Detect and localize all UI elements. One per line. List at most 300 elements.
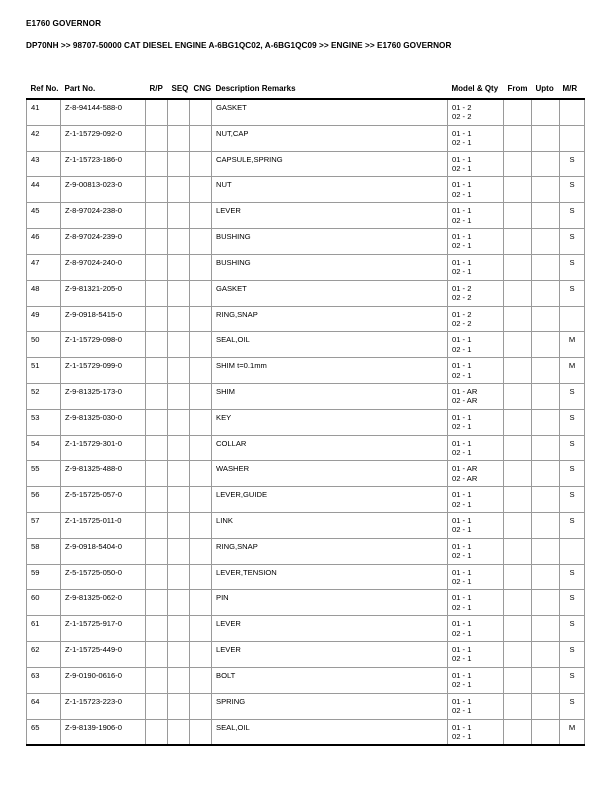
cell-upto [532, 177, 560, 203]
cell-cng [190, 332, 212, 358]
table-row[interactable] [27, 461, 585, 487]
cell-from [504, 435, 532, 461]
cell-upto [532, 435, 560, 461]
cell-upto [532, 487, 560, 513]
cell-desc: LEVER,GUIDE [212, 487, 448, 513]
cell-seq [168, 590, 190, 616]
cell-part: Z-8-94144-588-0 [61, 99, 146, 125]
cell-model-qty [448, 306, 504, 332]
cell-desc: GASKET [212, 280, 448, 306]
cell-upto [532, 642, 560, 668]
cell-upto [532, 461, 560, 487]
model-qty-line: 02 - 2 [452, 318, 472, 328]
model-qty-line: 02 - 2 [452, 112, 472, 122]
cell-desc: LEVER,TENSION [212, 564, 448, 590]
table-row[interactable] [27, 513, 585, 539]
model-qty-line: 01 - 1 [452, 670, 472, 680]
cell-ref: 54 [27, 435, 61, 461]
cell-upto [532, 590, 560, 616]
model-qty-line: 01 - 1 [452, 335, 472, 345]
cell-cng [190, 719, 212, 745]
cell-part: Z-1-15725-917-0 [61, 616, 146, 642]
cell-model-qty [448, 616, 504, 642]
cell-mr [560, 538, 585, 564]
cell-ref: 61 [27, 616, 61, 642]
cell-part: Z-9-81325-488-0 [61, 461, 146, 487]
cell-mr: S [560, 487, 585, 513]
cell-seq [168, 667, 190, 693]
cell-model-qty [448, 254, 504, 280]
table-row[interactable] [27, 564, 585, 590]
cell-cng [190, 667, 212, 693]
cell-desc: LINK [212, 513, 448, 539]
cell-mr: S [560, 461, 585, 487]
cell-rp [146, 203, 168, 229]
model-qty-line: 02 - 1 [452, 731, 472, 741]
cell-seq [168, 564, 190, 590]
cell-desc: NUT,CAP [212, 125, 448, 151]
cell-rp [146, 229, 168, 255]
cell-ref: 60 [27, 590, 61, 616]
cell-from [504, 383, 532, 409]
cell-cng [190, 203, 212, 229]
cell-desc: PIN [212, 590, 448, 616]
cell-model-qty [448, 99, 504, 125]
model-qty-line: 01 - 1 [452, 567, 472, 577]
cell-from [504, 487, 532, 513]
breadcrumb: DP70NH >> 98707-50000 CAT DIESEL ENGINE A-6BG1QC02, A-6BG1QC09 >> ENGINE >> E1760 GOVERNOR [26, 41, 452, 50]
cell-cng [190, 383, 212, 409]
cell-desc: LEVER [212, 203, 448, 229]
cell-model-qty [448, 177, 504, 203]
cell-desc: LEVER [212, 642, 448, 668]
model-qty-line: 01 - 1 [452, 257, 472, 267]
cell-cng [190, 693, 212, 719]
cell-seq [168, 306, 190, 332]
cell-mr: S [560, 435, 585, 461]
cell-seq [168, 719, 190, 745]
cell-mr: S [560, 590, 585, 616]
cell-rp [146, 538, 168, 564]
cell-upto [532, 538, 560, 564]
cell-part: Z-1-15729-098-0 [61, 332, 146, 358]
model-qty-line: 02 - 1 [452, 344, 472, 354]
cell-desc: KEY [212, 409, 448, 435]
cell-model-qty [448, 642, 504, 668]
cell-seq [168, 461, 190, 487]
cell-part: Z-8-97024-240-0 [61, 254, 146, 280]
cell-upto [532, 667, 560, 693]
cell-cng [190, 125, 212, 151]
cell-model-qty [448, 719, 504, 745]
cell-from [504, 125, 532, 151]
model-qty-line: 02 - 1 [452, 138, 472, 148]
cell-rp [146, 461, 168, 487]
cell-desc: RING,SNAP [212, 306, 448, 332]
table-row[interactable] [27, 693, 585, 719]
model-qty-line: 02 - 1 [452, 370, 472, 380]
cell-model-qty [448, 513, 504, 539]
cell-model-qty [448, 203, 504, 229]
cell-from [504, 564, 532, 590]
cell-part: Z-9-81321-205-0 [61, 280, 146, 306]
cell-mr: S [560, 642, 585, 668]
cell-seq [168, 177, 190, 203]
cell-upto [532, 306, 560, 332]
table-row[interactable] [27, 719, 585, 745]
cell-rp [146, 306, 168, 332]
cell-from [504, 667, 532, 693]
cell-ref: 46 [27, 229, 61, 255]
cell-from [504, 538, 532, 564]
cell-part: Z-9-81325-062-0 [61, 590, 146, 616]
cell-rp [146, 280, 168, 306]
cell-seq [168, 358, 190, 384]
table-row[interactable] [27, 125, 585, 151]
cell-seq [168, 409, 190, 435]
cell-ref: 47 [27, 254, 61, 280]
cell-from [504, 642, 532, 668]
model-qty-line: 01 - 1 [452, 722, 472, 732]
cell-ref: 64 [27, 693, 61, 719]
cell-seq [168, 229, 190, 255]
cell-part: Z-5-15725-050-0 [61, 564, 146, 590]
cell-model-qty [448, 667, 504, 693]
model-qty-line: 01 - 1 [452, 128, 472, 138]
cell-seq [168, 203, 190, 229]
column-header-description: Description Remarks [215, 84, 296, 93]
table-row[interactable] [27, 177, 585, 203]
cell-ref: 43 [27, 151, 61, 177]
cell-mr: S [560, 203, 585, 229]
cell-cng [190, 254, 212, 280]
cell-part: Z-1-15729-092-0 [61, 125, 146, 151]
cell-part: Z-9-81325-173-0 [61, 383, 146, 409]
cell-model-qty [448, 358, 504, 384]
table-row[interactable] [27, 254, 585, 280]
cell-ref: 49 [27, 306, 61, 332]
cell-cng [190, 99, 212, 125]
cell-part: Z-1-15725-011-0 [61, 513, 146, 539]
cell-model-qty [448, 151, 504, 177]
cell-upto [532, 203, 560, 229]
cell-upto [532, 409, 560, 435]
column-header-upto: Upto [535, 84, 554, 93]
cell-model-qty [448, 125, 504, 151]
model-qty-line: 02 - 1 [452, 628, 472, 638]
cell-upto [532, 125, 560, 151]
cell-upto [532, 383, 560, 409]
cell-cng [190, 538, 212, 564]
cell-desc: SEAL,OIL [212, 332, 448, 358]
cell-mr: S [560, 616, 585, 642]
cell-rp [146, 693, 168, 719]
cell-model-qty [448, 332, 504, 358]
cell-rp [146, 125, 168, 151]
parts-table-body [27, 99, 585, 745]
column-header-seq: SEQ [171, 84, 189, 93]
cell-ref: 56 [27, 487, 61, 513]
cell-part: Z-8-97024-239-0 [61, 229, 146, 255]
cell-desc: CAPSULE,SPRING [212, 151, 448, 177]
cell-rp [146, 358, 168, 384]
cell-ref: 57 [27, 513, 61, 539]
cell-ref: 45 [27, 203, 61, 229]
model-qty-line: 01 - 1 [452, 154, 472, 164]
cell-rp [146, 564, 168, 590]
cell-mr: S [560, 513, 585, 539]
cell-mr: S [560, 280, 585, 306]
column-header-rp: R/P [149, 84, 163, 93]
cell-rp [146, 616, 168, 642]
cell-ref: 52 [27, 383, 61, 409]
cell-mr: M [560, 358, 585, 384]
cell-from [504, 590, 532, 616]
table-row[interactable] [27, 409, 585, 435]
model-qty-line: 02 - 1 [452, 241, 472, 251]
cell-mr: S [560, 177, 585, 203]
cell-rp [146, 99, 168, 125]
model-qty-line: 02 - 1 [452, 706, 472, 716]
cell-from [504, 358, 532, 384]
model-qty-line: 01 - 1 [452, 412, 472, 422]
cell-seq [168, 383, 190, 409]
parts-table-container [26, 84, 584, 746]
cell-desc: SHIM t=0.1mm [212, 358, 448, 384]
cell-cng [190, 280, 212, 306]
table-row[interactable] [27, 383, 585, 409]
cell-from [504, 616, 532, 642]
cell-mr: S [560, 409, 585, 435]
model-qty-line: 02 - 1 [452, 164, 472, 174]
model-qty-line: 02 - 2 [452, 293, 472, 303]
table-row[interactable] [27, 332, 585, 358]
cell-rp [146, 383, 168, 409]
cell-seq [168, 332, 190, 358]
cell-desc: RING,SNAP [212, 538, 448, 564]
cell-model-qty [448, 229, 504, 255]
cell-model-qty [448, 409, 504, 435]
cell-rp [146, 487, 168, 513]
cell-ref: 59 [27, 564, 61, 590]
cell-desc: SHIM [212, 383, 448, 409]
model-qty-line: 02 - AR [452, 473, 478, 483]
column-header-mr: M/R [562, 84, 578, 93]
cell-part: Z-8-97024-238-0 [61, 203, 146, 229]
model-qty-line: 01 - 1 [452, 696, 472, 706]
model-qty-line: 02 - 1 [452, 654, 472, 664]
model-qty-line: 01 - 1 [452, 645, 472, 655]
table-row[interactable] [27, 99, 585, 125]
cell-part: Z-1-15723-223-0 [61, 693, 146, 719]
cell-desc: SEAL,OIL [212, 719, 448, 745]
cell-cng [190, 642, 212, 668]
cell-cng [190, 435, 212, 461]
model-qty-line: 02 - 1 [452, 267, 472, 277]
cell-desc: BOLT [212, 667, 448, 693]
table-row[interactable] [27, 538, 585, 564]
cell-desc: GASKET [212, 99, 448, 125]
column-header-part-no: Part No. [64, 84, 96, 93]
cell-upto [532, 719, 560, 745]
cell-cng [190, 461, 212, 487]
cell-rp [146, 409, 168, 435]
cell-part: Z-9-0190-0616-0 [61, 667, 146, 693]
cell-rp [146, 642, 168, 668]
cell-mr: S [560, 667, 585, 693]
cell-from [504, 229, 532, 255]
table-row[interactable] [27, 616, 585, 642]
cell-ref: 58 [27, 538, 61, 564]
cell-upto [532, 254, 560, 280]
cell-ref: 51 [27, 358, 61, 384]
table-row[interactable] [27, 667, 585, 693]
cell-mr: S [560, 693, 585, 719]
cell-rp [146, 667, 168, 693]
cell-from [504, 306, 532, 332]
cell-rp [146, 719, 168, 745]
cell-upto [532, 151, 560, 177]
cell-from [504, 409, 532, 435]
cell-from [504, 151, 532, 177]
cell-from [504, 203, 532, 229]
cell-cng [190, 306, 212, 332]
model-qty-line: 01 - 1 [452, 619, 472, 629]
cell-upto [532, 564, 560, 590]
cell-ref: 63 [27, 667, 61, 693]
cell-seq [168, 99, 190, 125]
cell-desc: SPRING [212, 693, 448, 719]
table-row[interactable] [27, 306, 585, 332]
cell-model-qty [448, 538, 504, 564]
cell-part: Z-5-15725-057-0 [61, 487, 146, 513]
cell-cng [190, 590, 212, 616]
model-qty-line: 01 - 1 [452, 232, 472, 242]
cell-ref: 50 [27, 332, 61, 358]
cell-cng [190, 229, 212, 255]
table-row[interactable] [27, 435, 585, 461]
cell-ref: 65 [27, 719, 61, 745]
column-header-from: From [507, 84, 528, 93]
cell-cng [190, 151, 212, 177]
cell-cng [190, 409, 212, 435]
cell-model-qty [448, 383, 504, 409]
cell-seq [168, 513, 190, 539]
cell-rp [146, 435, 168, 461]
cell-cng [190, 487, 212, 513]
table-row[interactable] [27, 203, 585, 229]
model-qty-line: 01 - 1 [452, 516, 472, 525]
model-qty-line: 01 - 1 [452, 180, 472, 190]
cell-ref: 44 [27, 177, 61, 203]
cell-cng [190, 564, 212, 590]
cell-upto [532, 99, 560, 125]
cell-from [504, 461, 532, 487]
cell-model-qty [448, 435, 504, 461]
cell-from [504, 99, 532, 125]
cell-cng [190, 513, 212, 539]
cell-desc: BUSHING [212, 254, 448, 280]
cell-cng [190, 616, 212, 642]
table-row[interactable] [27, 229, 585, 255]
cell-from [504, 254, 532, 280]
cell-ref: 48 [27, 280, 61, 306]
model-qty-line: 02 - 1 [452, 189, 472, 199]
model-qty-line: 01 - 2 [452, 309, 472, 319]
cell-model-qty [448, 461, 504, 487]
cell-rp [146, 513, 168, 539]
cell-mr [560, 306, 585, 332]
model-qty-line: 02 - 1 [452, 499, 472, 509]
cell-upto [532, 693, 560, 719]
cell-part: Z-9-81325-030-0 [61, 409, 146, 435]
cell-seq [168, 538, 190, 564]
cell-desc: WASHER [212, 461, 448, 487]
model-qty-line: 02 - 1 [452, 680, 472, 690]
model-qty-line: 02 - 1 [452, 422, 472, 432]
cell-rp [146, 590, 168, 616]
cell-rp [146, 332, 168, 358]
cell-part: Z-9-00813-023-0 [61, 177, 146, 203]
cell-mr: S [560, 383, 585, 409]
page-title: E1760 GOVERNOR [26, 19, 102, 28]
cell-ref: 55 [27, 461, 61, 487]
model-qty-line: 01 - AR [452, 464, 478, 474]
cell-from [504, 513, 532, 539]
table-row[interactable] [27, 642, 585, 668]
cell-part: Z-9-0918-5415-0 [61, 306, 146, 332]
cell-desc: LEVER [212, 616, 448, 642]
cell-desc: NUT [212, 177, 448, 203]
cell-seq [168, 616, 190, 642]
cell-ref: 42 [27, 125, 61, 151]
parts-table [26, 84, 585, 746]
cell-model-qty [448, 693, 504, 719]
model-qty-line: 02 - AR [452, 396, 478, 406]
table-row[interactable] [27, 358, 585, 384]
cell-mr: S [560, 151, 585, 177]
cell-part: Z-1-15729-301-0 [61, 435, 146, 461]
cell-mr: M [560, 719, 585, 745]
cell-upto [532, 229, 560, 255]
cell-from [504, 177, 532, 203]
cell-ref: 41 [27, 99, 61, 125]
cell-desc: BUSHING [212, 229, 448, 255]
model-qty-line: 02 - 1 [452, 602, 472, 612]
cell-mr: S [560, 564, 585, 590]
model-qty-line: 02 - 1 [452, 447, 472, 457]
model-qty-line: 01 - 1 [452, 541, 472, 551]
table-row[interactable] [27, 280, 585, 306]
cell-mr: M [560, 332, 585, 358]
cell-seq [168, 435, 190, 461]
model-qty-line: 01 - 2 [452, 103, 472, 112]
table-row[interactable] [27, 487, 585, 513]
cell-part: Z-9-0918-5404-0 [61, 538, 146, 564]
cell-desc: COLLAR [212, 435, 448, 461]
model-qty-line: 02 - 1 [452, 551, 472, 561]
cell-model-qty [448, 280, 504, 306]
cell-cng [190, 358, 212, 384]
cell-from [504, 280, 532, 306]
cell-rp [146, 177, 168, 203]
cell-seq [168, 487, 190, 513]
table-row[interactable] [27, 590, 585, 616]
cell-upto [532, 332, 560, 358]
cell-upto [532, 280, 560, 306]
cell-from [504, 332, 532, 358]
table-row[interactable] [27, 151, 585, 177]
